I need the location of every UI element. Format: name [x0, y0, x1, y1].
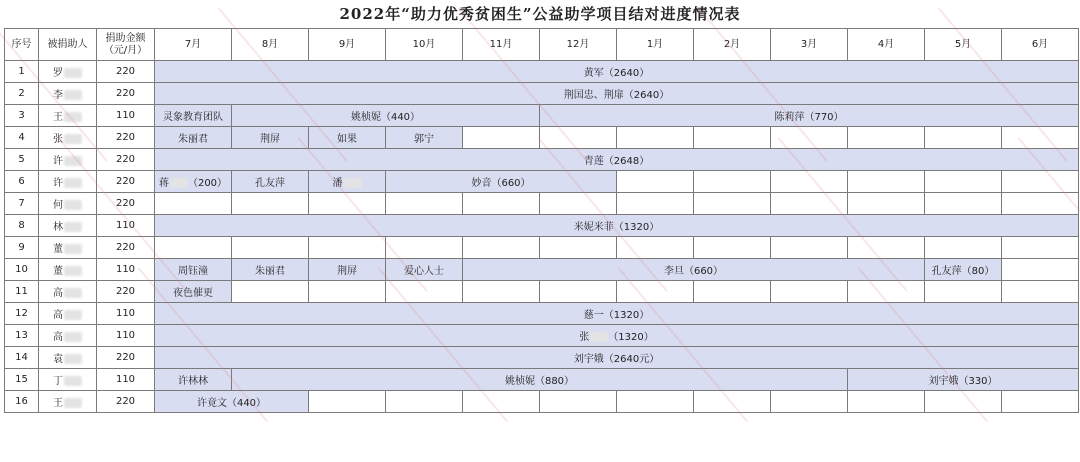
empty-cell — [309, 391, 386, 413]
seq-cell — [5, 193, 39, 215]
amount-cell — [97, 237, 155, 259]
donor-text: 姚桢妮（880） — [504, 376, 575, 387]
seq-cell — [5, 347, 39, 369]
donor-cell — [155, 127, 232, 149]
amount-cell-text: 220 — [115, 198, 136, 209]
redacted-mark — [344, 178, 362, 188]
donor-cell — [155, 83, 1079, 105]
empty-cell — [309, 281, 386, 303]
name-cell-text: 林 — [53, 222, 63, 233]
donor-cell — [232, 259, 309, 281]
donor-cell — [155, 303, 1079, 325]
donor-cell — [155, 259, 232, 281]
name-cell-text: 高 — [53, 332, 63, 343]
donor-cell — [155, 347, 1079, 369]
donor-cell — [463, 259, 925, 281]
seq-cell-text: 9 — [18, 242, 25, 253]
empty-cell — [617, 127, 694, 149]
name-cell-text: 王 — [53, 112, 63, 123]
empty-cell — [694, 193, 771, 215]
donor-cell — [232, 171, 309, 193]
seq-cell-text: 4 — [18, 132, 25, 143]
empty-cell — [617, 193, 694, 215]
donor-text: 青莲（2648） — [583, 156, 650, 167]
empty-cell — [386, 281, 463, 303]
empty-cell — [617, 171, 694, 193]
table-row — [5, 281, 1079, 303]
name-cell — [39, 215, 97, 237]
amount-cell-text: 110 — [115, 330, 136, 341]
donor-text: 郭宁 — [414, 134, 434, 145]
donor-text: 荆屏 — [260, 134, 280, 145]
table-row — [5, 237, 1079, 259]
seq-cell — [5, 391, 39, 413]
empty-cell — [694, 281, 771, 303]
empty-cell — [694, 391, 771, 413]
donor-cell — [848, 369, 1079, 391]
amount-cell-text: 110 — [115, 110, 136, 121]
seq-cell — [5, 105, 39, 127]
name-cell-text: 高 — [53, 288, 63, 299]
empty-cell — [694, 127, 771, 149]
donor-text: 爱心人士 — [404, 266, 444, 277]
seq-cell-text: 2 — [18, 88, 25, 99]
name-cell — [39, 391, 97, 413]
empty-cell — [463, 391, 540, 413]
header-month: 3月 — [771, 29, 848, 61]
donor-cell — [155, 325, 1079, 347]
empty-cell — [694, 171, 771, 193]
amount-cell — [97, 391, 155, 413]
donor-cell — [386, 171, 617, 193]
empty-cell — [386, 193, 463, 215]
seq-cell — [5, 215, 39, 237]
empty-cell — [540, 391, 617, 413]
table-row — [5, 127, 1079, 149]
name-cell-text: 高 — [53, 310, 63, 321]
empty-cell — [463, 127, 540, 149]
amount-cell-text: 220 — [115, 176, 136, 187]
header-month: 12月 — [540, 29, 617, 61]
redacted-mark — [170, 178, 188, 188]
empty-cell — [848, 193, 925, 215]
empty-cell — [1002, 237, 1079, 259]
header-name: 被捐助人 — [39, 29, 97, 61]
donor-text: 荆国忠、荆扉（2640） — [563, 90, 670, 101]
header-month: 2月 — [694, 29, 771, 61]
amount-cell — [97, 215, 155, 237]
amount-cell-text: 220 — [115, 154, 136, 165]
donor-text: 许竟文（440） — [196, 398, 267, 409]
empty-cell — [540, 193, 617, 215]
seq-cell-text: 10 — [15, 264, 28, 275]
empty-cell — [232, 237, 309, 259]
seq-cell-text: 16 — [15, 396, 28, 407]
amount-cell-text: 220 — [115, 396, 136, 407]
empty-cell — [925, 391, 1002, 413]
donor-cell — [309, 171, 386, 193]
name-cell-text: 王 — [53, 398, 63, 409]
empty-cell — [694, 237, 771, 259]
donor-text: 李旦（660） — [663, 266, 724, 277]
seq-cell-text: 3 — [18, 110, 25, 121]
donor-cell — [155, 171, 232, 193]
redacted-mark — [64, 376, 82, 386]
name-cell-text: 许 — [53, 178, 63, 189]
name-cell-text: 罗 — [53, 68, 63, 79]
donor-text: 如果 — [337, 134, 357, 145]
amount-cell — [97, 259, 155, 281]
redacted-mark — [64, 112, 82, 122]
header-month: 10月 — [386, 29, 463, 61]
donor-cell — [309, 127, 386, 149]
empty-cell — [155, 193, 232, 215]
name-cell-text: 董 — [53, 244, 63, 255]
name-cell — [39, 237, 97, 259]
amount-cell-text: 220 — [115, 242, 136, 253]
seq-cell — [5, 171, 39, 193]
empty-cell — [1002, 391, 1079, 413]
donor-cell — [155, 391, 309, 413]
empty-cell — [771, 127, 848, 149]
empty-cell — [848, 127, 925, 149]
seq-cell-text: 15 — [15, 374, 28, 385]
donor-text: 周钰潼 — [178, 266, 208, 277]
empty-cell — [540, 237, 617, 259]
empty-cell — [463, 193, 540, 215]
seq-cell-text: 5 — [18, 154, 25, 165]
empty-cell — [1002, 259, 1079, 281]
header-month: 5月 — [925, 29, 1002, 61]
amount-cell — [97, 127, 155, 149]
empty-cell — [1002, 127, 1079, 149]
table-row — [5, 369, 1079, 391]
amount-cell-text: 110 — [115, 264, 136, 275]
redacted-mark — [64, 244, 82, 254]
redacted-mark — [64, 90, 82, 100]
amount-cell — [97, 105, 155, 127]
donor-text: 孔友萍（80） — [931, 266, 995, 277]
donor-cell — [386, 259, 463, 281]
donor-text: 灵象教育团队 — [163, 112, 223, 123]
progress-table — [4, 28, 1079, 413]
empty-cell — [848, 391, 925, 413]
seq-cell-text: 13 — [15, 330, 28, 341]
table-row — [5, 303, 1079, 325]
empty-cell — [848, 171, 925, 193]
empty-cell — [232, 281, 309, 303]
seq-cell — [5, 281, 39, 303]
name-cell — [39, 83, 97, 105]
amount-cell — [97, 193, 155, 215]
donor-cell — [155, 369, 232, 391]
empty-cell — [771, 237, 848, 259]
donor-cell — [386, 127, 463, 149]
amount-cell-text: 110 — [115, 220, 136, 231]
name-cell — [39, 259, 97, 281]
header-month: 6月 — [1002, 29, 1079, 61]
redacted-mark — [64, 68, 82, 78]
amount-cell-text: 220 — [115, 132, 136, 143]
donor-cell — [155, 215, 1079, 237]
redacted-mark — [64, 266, 82, 276]
amount-cell-text: 110 — [115, 374, 136, 385]
name-cell-text: 董 — [53, 266, 63, 277]
donor-cell — [155, 281, 232, 303]
name-cell — [39, 325, 97, 347]
donor-cell — [155, 61, 1079, 83]
seq-cell-text: 14 — [15, 352, 28, 363]
header-row — [5, 29, 1079, 61]
redacted-mark — [64, 178, 82, 188]
name-cell-text: 丁 — [53, 376, 63, 387]
header-seq: 序号 — [5, 29, 39, 61]
seq-cell-text: 12 — [15, 308, 28, 319]
donor-text: 夜色催更 — [173, 288, 213, 299]
amount-cell — [97, 369, 155, 391]
redacted-mark — [64, 288, 82, 298]
donor-text: 妙音（660） — [471, 178, 531, 189]
empty-cell — [540, 127, 617, 149]
seq-cell — [5, 259, 39, 281]
donor-text: 刘宇娥（330） — [928, 376, 998, 387]
seq-cell — [5, 369, 39, 391]
donor-amount-text: （200） — [187, 178, 228, 189]
amount-cell — [97, 303, 155, 325]
seq-cell-text: 6 — [18, 176, 25, 187]
name-cell — [39, 105, 97, 127]
empty-cell — [617, 391, 694, 413]
header-month: 11月 — [463, 29, 540, 61]
amount-cell — [97, 61, 155, 83]
amount-cell — [97, 83, 155, 105]
name-cell — [39, 347, 97, 369]
empty-cell — [309, 193, 386, 215]
redacted-mark — [64, 222, 82, 232]
donor-text: 荆屏 — [337, 266, 357, 277]
name-cell — [39, 369, 97, 391]
donor-text: 潘 — [332, 178, 343, 189]
seq-cell-text: 11 — [15, 286, 28, 297]
name-cell-text: 何 — [53, 200, 63, 211]
donor-text: 黄军（2640） — [583, 68, 650, 79]
name-cell — [39, 171, 97, 193]
empty-cell — [617, 237, 694, 259]
donor-text: 朱丽君 — [178, 134, 208, 145]
empty-cell — [232, 193, 309, 215]
empty-cell — [155, 237, 232, 259]
table-row — [5, 325, 1079, 347]
redacted-mark — [64, 332, 82, 342]
donor-cell — [232, 127, 309, 149]
seq-cell — [5, 303, 39, 325]
amount-cell-text: 220 — [115, 286, 136, 297]
seq-cell-text: 1 — [18, 66, 25, 77]
empty-cell — [463, 281, 540, 303]
donor-cell — [925, 259, 1002, 281]
empty-cell — [1002, 171, 1079, 193]
table-row — [5, 193, 1079, 215]
empty-cell — [771, 281, 848, 303]
empty-cell — [848, 237, 925, 259]
table-row — [5, 171, 1079, 193]
header-month: 7月 — [155, 29, 232, 61]
donor-amount-text: （1320） — [608, 332, 654, 343]
name-cell-text: 张 — [53, 134, 63, 145]
header-month: 4月 — [848, 29, 925, 61]
seq-cell-text: 7 — [18, 198, 25, 209]
donor-cell — [155, 105, 232, 127]
table-row — [5, 149, 1079, 171]
seq-cell — [5, 61, 39, 83]
donor-text: 孔友萍 — [255, 178, 285, 189]
redacted-mark — [64, 156, 82, 166]
donor-cell — [232, 369, 848, 391]
name-cell — [39, 193, 97, 215]
empty-cell — [771, 171, 848, 193]
donor-cell — [232, 105, 540, 127]
table-row — [5, 259, 1079, 281]
empty-cell — [386, 237, 463, 259]
donor-text: 刘宇娥（2640元） — [573, 354, 660, 365]
name-cell-text: 李 — [53, 90, 63, 101]
header-amount: 捐助金额（元/月） — [97, 29, 155, 61]
empty-cell — [925, 171, 1002, 193]
donor-text: 朱丽君 — [255, 266, 285, 277]
redacted-mark — [64, 398, 82, 408]
name-cell-text: 袁 — [53, 354, 63, 365]
amount-cell-text: 110 — [115, 308, 136, 319]
donor-text: 蒋 — [158, 178, 169, 189]
empty-cell — [925, 237, 1002, 259]
amount-cell-text: 220 — [115, 352, 136, 363]
header-month: 8月 — [232, 29, 309, 61]
redacted-mark — [64, 134, 82, 144]
donor-text: 姚桢妮（440） — [350, 112, 421, 123]
amount-cell-text: 220 — [115, 88, 136, 99]
donor-text: 陈莉萍（770） — [774, 112, 844, 123]
name-cell — [39, 127, 97, 149]
donor-text: 张 — [579, 332, 590, 343]
donor-text: 慈一（1320） — [583, 310, 650, 321]
table-row — [5, 391, 1079, 413]
seq-cell-text: 8 — [18, 220, 25, 231]
empty-cell — [771, 391, 848, 413]
empty-cell — [771, 193, 848, 215]
table-row — [5, 105, 1079, 127]
donor-text: 许林林 — [178, 376, 208, 387]
empty-cell — [1002, 281, 1079, 303]
amount-cell-text: 220 — [115, 66, 136, 77]
empty-cell — [925, 281, 1002, 303]
empty-cell — [386, 391, 463, 413]
donor-text: 米妮米菲（1320） — [573, 222, 660, 233]
name-cell — [39, 303, 97, 325]
redacted-mark — [64, 200, 82, 210]
empty-cell — [925, 127, 1002, 149]
table-row — [5, 347, 1079, 369]
amount-cell — [97, 149, 155, 171]
table-body — [5, 61, 1079, 413]
seq-cell — [5, 149, 39, 171]
seq-cell — [5, 237, 39, 259]
name-cell — [39, 61, 97, 83]
donor-cell — [309, 259, 386, 281]
donor-cell — [155, 149, 1079, 171]
empty-cell — [309, 237, 386, 259]
seq-cell — [5, 325, 39, 347]
table-row — [5, 61, 1079, 83]
header-month: 9月 — [309, 29, 386, 61]
page-title: 2022年“助力优秀贫困生”公益助学项目结对进度情况表 — [339, 5, 741, 23]
redacted-mark — [64, 310, 82, 320]
name-cell — [39, 281, 97, 303]
empty-cell — [463, 237, 540, 259]
seq-cell — [5, 127, 39, 149]
amount-cell — [97, 171, 155, 193]
redacted-mark — [64, 354, 82, 364]
empty-cell — [925, 193, 1002, 215]
header-month: 1月 — [617, 29, 694, 61]
amount-cell — [97, 347, 155, 369]
seq-cell — [5, 83, 39, 105]
table-row — [5, 83, 1079, 105]
empty-cell — [848, 281, 925, 303]
empty-cell — [1002, 193, 1079, 215]
empty-cell — [540, 281, 617, 303]
empty-cell — [617, 281, 694, 303]
table-row — [5, 215, 1079, 237]
redacted-mark — [590, 332, 608, 342]
name-cell-text: 许 — [53, 156, 63, 167]
name-cell — [39, 149, 97, 171]
amount-cell — [97, 325, 155, 347]
amount-cell — [97, 281, 155, 303]
donor-cell — [540, 105, 1079, 127]
